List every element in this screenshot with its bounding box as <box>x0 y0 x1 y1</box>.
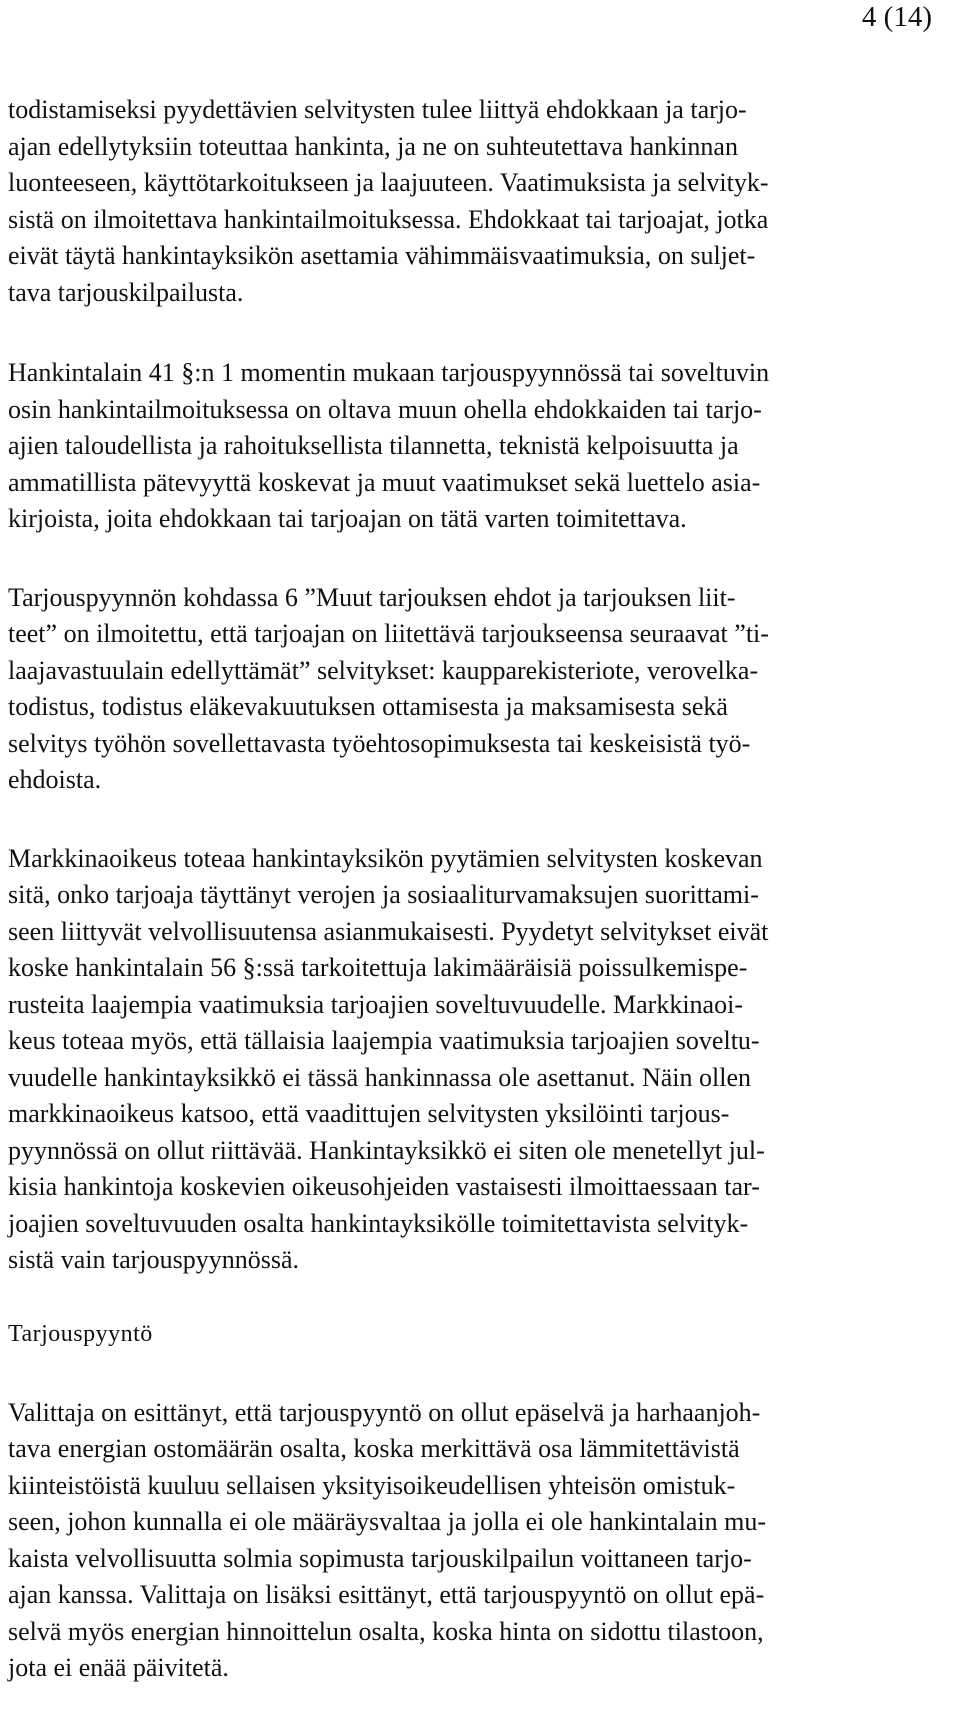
text-line: sistä on ilmoitettava hankintailmoituksessa. Ehdokkaat tai tarjoajat, jotka <box>8 204 769 234</box>
text-line: tava tarjouskilpailusta. <box>8 277 244 307</box>
text-line: vuudelle hankintayksikkö ei tässä hankinnassa ole asettanut. Näin ollen <box>8 1062 751 1092</box>
text-line: kaista velvollisuutta solmia sopimusta tarjouskilpailun voittaneen tarjo- <box>8 1543 752 1573</box>
text-line: todistamiseksi pyydettävien selvitysten tulee liittyä ehdokkaan ja tarjo- <box>8 95 747 124</box>
text-line: ammatillista pätevyyttä koskevat ja muut vaatimukset sekä luettelo asia- <box>8 467 761 497</box>
text-line: kisia hankintoja koskevien oikeusohjeiden vastaisesti ilmoittaessaan tar- <box>8 1172 760 1201</box>
text-line: todistus, todistus eläkevakuutuksen ottamisesta ja maksamisesta sekä <box>8 692 728 721</box>
text-line: teet” on ilmoitettu, että tarjoajan on liitettävä tarjoukseensa seuraavat ”ti- <box>8 619 769 648</box>
text-line: seen, johon kunnalla ei ole määräysvaltaa ja jolla ei ole hankintalain mu- <box>8 1507 767 1536</box>
text-line: kiinteistöistä kuuluu sellaisen yksityisoikeudellisen yhteisön omistuk- <box>8 1470 736 1500</box>
text-line: selvä myös energian hinnoittelun osalta, koska hinta on sidottu tilastoon, <box>8 1616 764 1646</box>
paragraph-appellant-claim <box>8 1395 948 1687</box>
text-line: ajan edellytyksiin toteuttaa hankinta, ja ne on suhteutettava hankinnan <box>8 131 738 161</box>
text-line: sistä vain tarjouspyynnössä. <box>8 1245 300 1274</box>
paragraph-tender-section-6 <box>8 580 948 799</box>
text-line: ajan kanssa. Valittaja on lisäksi esittänyt, että tarjouspyyntö on ollut epä- <box>8 1580 765 1609</box>
text-line: selvitys työhön sovellettavasta työehtosopimuksesta tai keskeisistä työ- <box>8 728 751 758</box>
text-line: eivät täytä hankintayksikön asettamia vähimmäisvaatimuksia, on suljet- <box>8 241 756 270</box>
text-line: rusteita laajempia vaatimuksia tarjoajien soveltuvuudelle. Markkinaoi- <box>8 989 743 1019</box>
text-line: Tarjouspyynnön kohdassa 6 ”Muut tarjouksen ehdot ja tarjouksen liit- <box>8 582 736 612</box>
page-number: 4 (14) <box>861 1 932 33</box>
section-heading: Tarjouspyyntö <box>8 1320 153 1347</box>
text-line: tava energian ostomäärän osalta, koska merkittävä osa lämmitettävistä <box>8 1434 740 1463</box>
text-line: kirjoista, joita ehdokkaan tai tarjoajan on tätä varten toimitettava. <box>8 504 687 533</box>
paragraph-procurement-act-41 <box>8 355 948 538</box>
text-line: pyynnössä on ollut riittävää. Hankintayksikkö ei siten ole menetellyt jul- <box>8 1135 765 1165</box>
text-line: luonteeseen, käyttötarkoitukseen ja laajuuteen. Vaatimuksista ja selvityk- <box>8 168 769 197</box>
text-line: jota ei enää päivitetä. <box>8 1653 229 1682</box>
document-body <box>8 92 948 1687</box>
text-line: koske hankintalain 56 §:ssä tarkoitettuja lakimääräisiä poissulkemispe- <box>8 953 748 982</box>
paragraph-evidence-requirements <box>8 92 948 311</box>
text-line: osin hankintailmoituksessa on oltava muun ohella ehdokkaiden tai tarjo- <box>8 394 762 424</box>
text-line: ehdoista. <box>8 765 102 794</box>
text-line: Markkinaoikeus toteaa hankintayksikön pyytämien selvitysten koskevan <box>8 843 763 873</box>
text-line: seen liittyvät velvollisuutensa asianmukaisesti. Pyydetyt selvitykset eivät <box>8 916 769 946</box>
text-line: markkinaoikeus katsoo, että vaadittujen selvitysten yksilöinti tarjous- <box>8 1099 730 1128</box>
text-line: joajien soveltuvuuden osalta hankintayksikölle toimitettavista selvityk- <box>8 1208 749 1238</box>
text-line: Valittaja on esittänyt, että tarjouspyyntö on ollut epäselvä ja harhaanjoh- <box>8 1397 761 1427</box>
text-line: keus toteaa myös, että tällaisia laajempia vaatimuksia tarjoajien soveltu- <box>8 1026 760 1055</box>
text-line: laajavastuulain edellyttämät” selvitykset: kaupparekisteriote, verovelka- <box>8 655 759 685</box>
text-line: ajien taloudellista ja rahoituksellista tilannetta, teknistä kelpoisuutta ja <box>8 431 739 460</box>
text-line: sitä, onko tarjoaja täyttänyt verojen ja sosiaaliturvamaksujen suorittami- <box>8 880 759 909</box>
text-line: Hankintalain 41 §:n 1 momentin mukaan tarjouspyynnössä tai soveltuvin <box>8 358 770 387</box>
paragraph-market-court-finding <box>8 841 948 1279</box>
